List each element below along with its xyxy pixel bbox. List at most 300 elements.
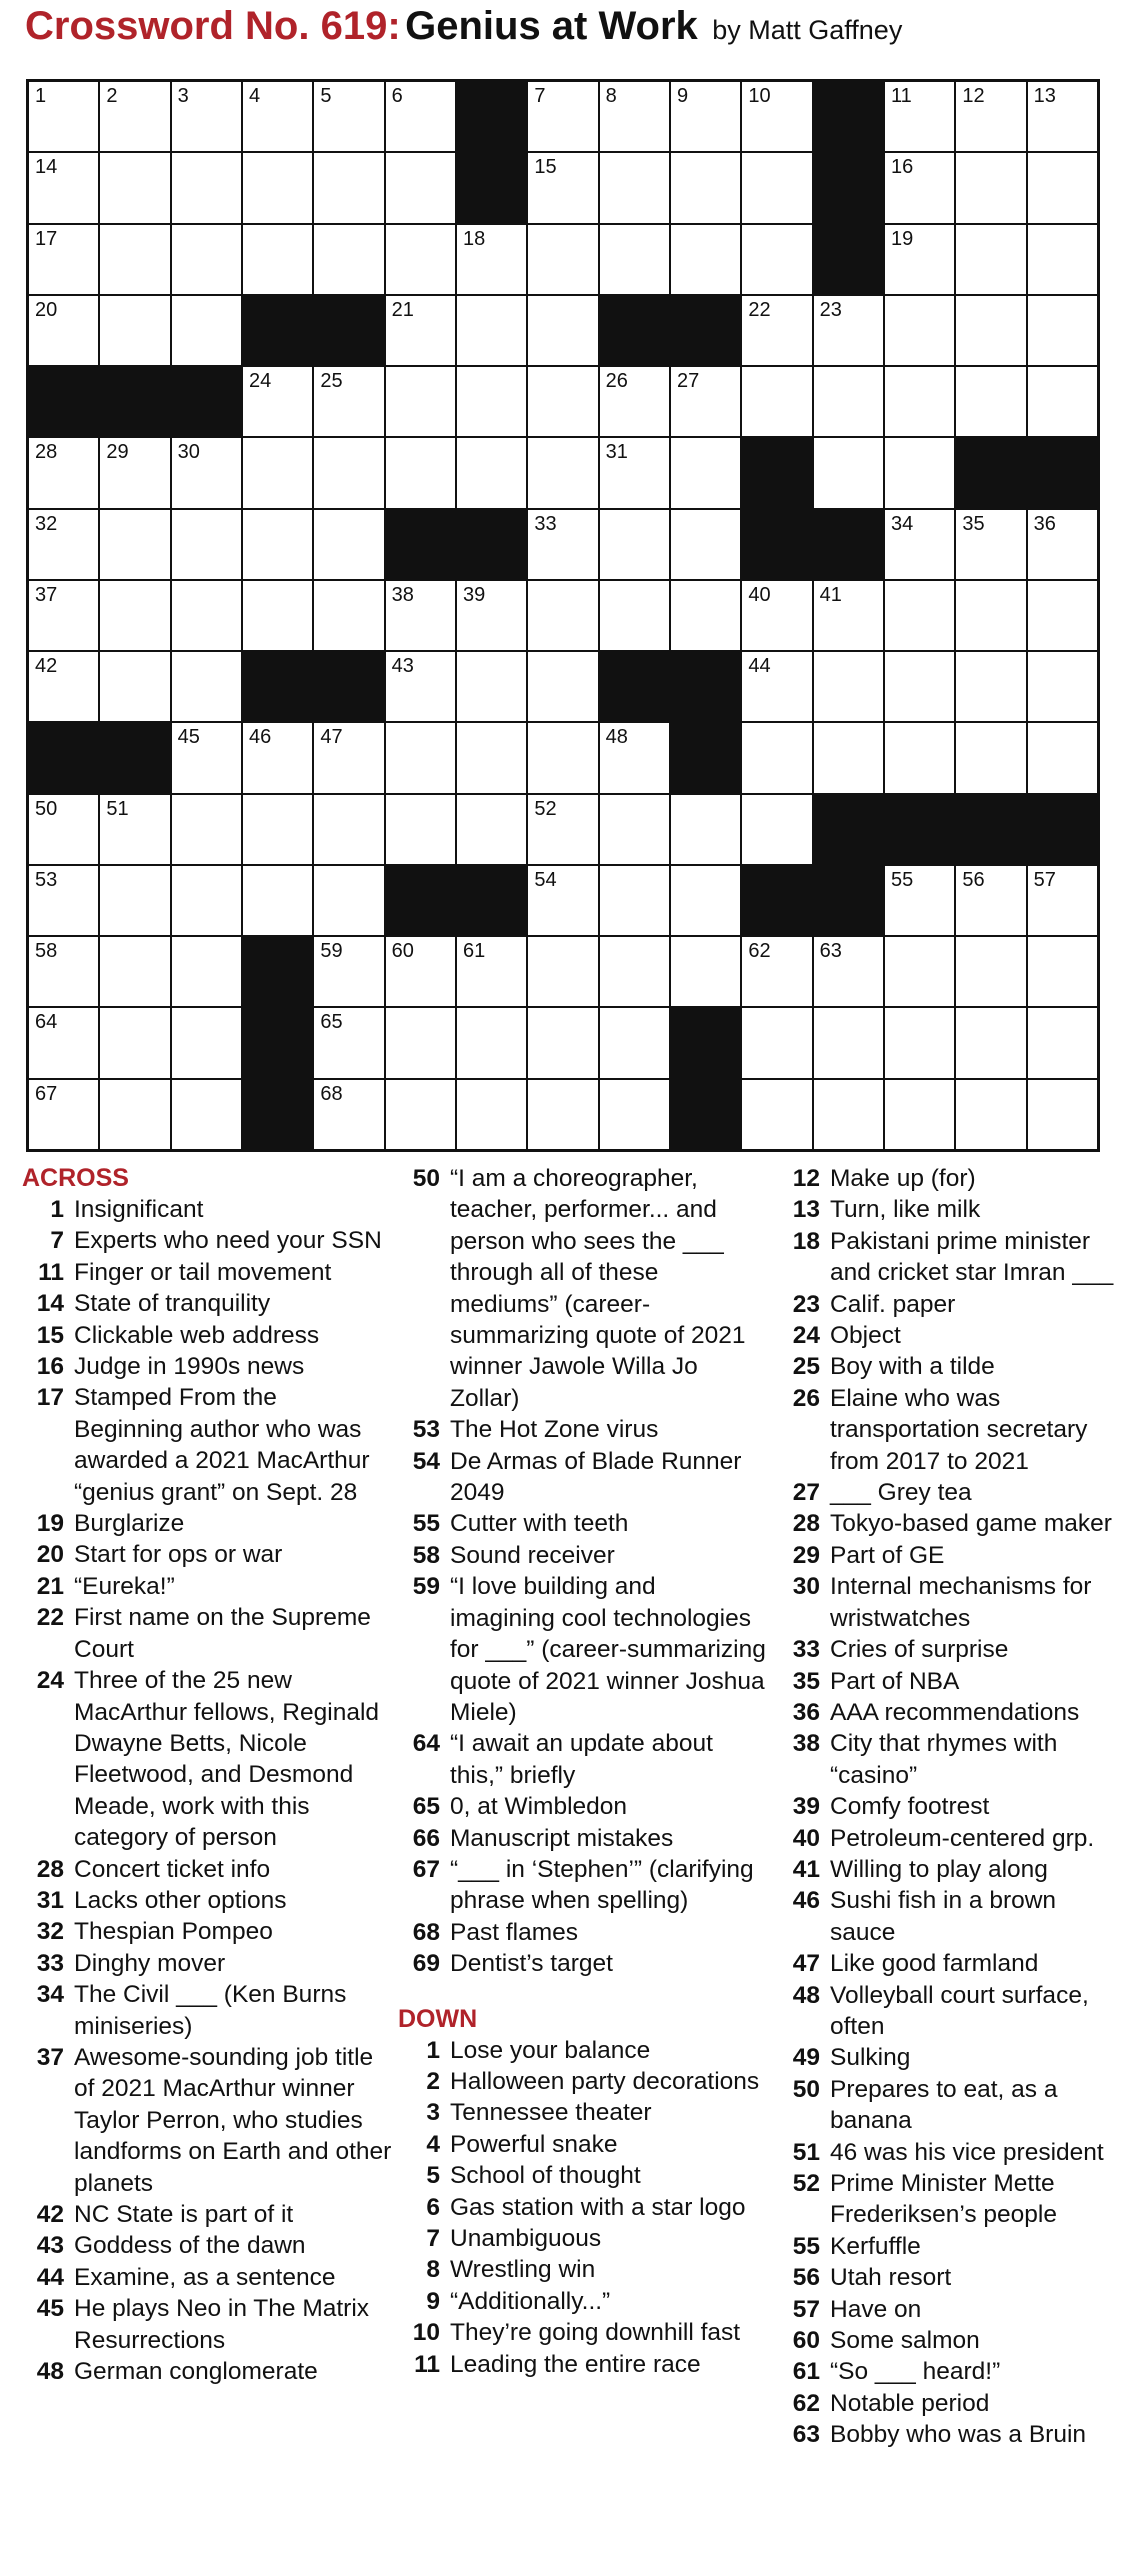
across-clue[interactable] — [398, 1728, 766, 1791]
grid-cell[interactable] — [100, 225, 169, 294]
grid-cell[interactable] — [528, 866, 597, 935]
grid-cell[interactable] — [172, 438, 241, 507]
grid-cell[interactable] — [885, 723, 954, 792]
clue-text: 46 was his vice president — [830, 2138, 1104, 2166]
grid-cell[interactable] — [386, 296, 455, 365]
across-clue[interactable] — [398, 1540, 766, 1571]
grid-cell[interactable] — [1028, 866, 1097, 935]
grid-cell[interactable] — [29, 866, 98, 935]
grid-cell[interactable] — [671, 510, 740, 579]
grid-cell[interactable] — [314, 866, 383, 935]
clue-text: Sulking — [830, 2044, 911, 2072]
clue-number: 6 — [426, 2193, 440, 2221]
across-clue[interactable] — [22, 1885, 392, 1916]
across-clue[interactable] — [22, 2262, 392, 2293]
down-clue[interactable] — [398, 2160, 766, 2191]
grid-cell[interactable] — [100, 652, 169, 721]
grid-cell[interactable] — [885, 1008, 954, 1077]
down-clue[interactable] — [778, 2356, 1118, 2387]
across-clue[interactable] — [22, 2356, 392, 2387]
grid-cell[interactable] — [671, 795, 740, 864]
grid-cell[interactable] — [1028, 367, 1097, 436]
grid-cell[interactable] — [885, 1080, 954, 1149]
grid-cell[interactable] — [243, 510, 312, 579]
down-clue[interactable] — [778, 1948, 1118, 1979]
across-clue[interactable] — [398, 1854, 766, 1917]
grid-cell[interactable] — [314, 225, 383, 294]
grid-cell[interactable] — [742, 367, 811, 436]
across-clue[interactable] — [22, 1194, 392, 1225]
clue-number: 66 — [412, 1824, 440, 1852]
grid-cell[interactable] — [386, 153, 455, 222]
across-clue[interactable] — [22, 2199, 392, 2230]
grid-cell[interactable] — [742, 296, 811, 365]
grid-cell[interactable] — [528, 652, 597, 721]
across-clue[interactable] — [22, 1320, 392, 1351]
grid-cell[interactable] — [742, 723, 811, 792]
grid-cell[interactable] — [600, 1008, 669, 1077]
grid-cell[interactable] — [956, 1008, 1025, 1077]
down-clue[interactable] — [398, 2192, 766, 2223]
grid-cell[interactable] — [600, 581, 669, 650]
grid-cell[interactable] — [956, 937, 1025, 1006]
grid-cell[interactable] — [814, 723, 883, 792]
grid-cell[interactable] — [528, 581, 597, 650]
down-clue[interactable] — [778, 1634, 1118, 1665]
grid-cell[interactable] — [956, 510, 1025, 579]
grid-cell[interactable] — [528, 296, 597, 365]
grid-cell[interactable] — [671, 153, 740, 222]
grid-cell[interactable] — [29, 296, 98, 365]
grid-cell[interactable] — [29, 795, 98, 864]
grid-cell[interactable] — [314, 367, 383, 436]
grid-cell[interactable] — [814, 1080, 883, 1149]
grid-cell[interactable] — [671, 866, 740, 935]
clue-number: 20 — [36, 1541, 64, 1569]
grid-cell[interactable] — [243, 225, 312, 294]
down-clue[interactable] — [778, 1383, 1118, 1477]
down-clue[interactable] — [398, 2286, 766, 2317]
clue-text: Make up (for) — [830, 1165, 976, 1192]
grid-cell[interactable] — [956, 866, 1025, 935]
grid-cell[interactable] — [29, 652, 98, 721]
grid-cell[interactable] — [600, 723, 669, 792]
across-clue[interactable] — [398, 1571, 766, 1728]
grid-cell[interactable] — [814, 367, 883, 436]
grid-cell[interactable] — [457, 1008, 526, 1077]
clue-number: 16 — [36, 1353, 64, 1381]
clue-number: 36 — [792, 1698, 820, 1726]
grid-cell[interactable] — [100, 1080, 169, 1149]
grid-cell[interactable] — [814, 652, 883, 721]
grid-cell[interactable] — [814, 581, 883, 650]
down-clue[interactable] — [778, 2325, 1118, 2356]
down-clue[interactable] — [778, 1980, 1118, 2043]
grid-cell[interactable] — [386, 82, 455, 151]
grid-cell[interactable] — [600, 1080, 669, 1149]
grid-cell[interactable] — [100, 82, 169, 151]
across-clue[interactable] — [398, 1917, 766, 1948]
grid-cell[interactable] — [956, 296, 1025, 365]
grid-cell[interactable] — [386, 795, 455, 864]
down-clue[interactable] — [778, 1163, 1118, 1194]
grid-cell[interactable] — [528, 1008, 597, 1077]
grid-cell[interactable] — [671, 937, 740, 1006]
across-clue[interactable] — [22, 1665, 392, 1853]
grid-cell[interactable] — [885, 652, 954, 721]
black-square — [172, 367, 241, 436]
across-clue[interactable] — [22, 2293, 392, 2356]
grid-cell[interactable] — [956, 367, 1025, 436]
grid-cell[interactable] — [885, 438, 954, 507]
across-clue[interactable] — [22, 1916, 392, 1947]
grid-cell[interactable] — [956, 652, 1025, 721]
grid-cell[interactable] — [528, 367, 597, 436]
grid-cell[interactable] — [172, 153, 241, 222]
down-clue[interactable] — [778, 2042, 1118, 2073]
across-clue[interactable] — [22, 1382, 392, 1508]
grid-cell[interactable] — [885, 82, 954, 151]
down-clue[interactable] — [398, 2349, 766, 2380]
across-clue[interactable] — [398, 1948, 766, 1979]
grid-cell[interactable] — [314, 438, 383, 507]
grid-cell[interactable] — [314, 581, 383, 650]
grid-cell[interactable] — [1028, 225, 1097, 294]
grid-cell[interactable] — [671, 581, 740, 650]
clue-number: 39 — [792, 1793, 820, 1821]
down-clue[interactable] — [778, 1226, 1118, 1289]
clue-text: Stamped From the Beginning author who was awarded a 2021 MacArthur “genius grant” on Sept. 28 — [74, 1384, 370, 1506]
grid-cell[interactable] — [457, 438, 526, 507]
down-clue[interactable] — [778, 1885, 1118, 1948]
grid-cell[interactable] — [386, 652, 455, 721]
grid-cell[interactable] — [956, 225, 1025, 294]
grid-cell[interactable] — [600, 937, 669, 1006]
grid-cell[interactable] — [100, 581, 169, 650]
across-clue[interactable] — [22, 1288, 392, 1319]
grid-cell[interactable] — [314, 153, 383, 222]
down-clue[interactable] — [778, 1508, 1118, 1539]
across-clue[interactable] — [22, 1948, 392, 1979]
grid-cell[interactable] — [314, 723, 383, 792]
down-clue[interactable] — [398, 2129, 766, 2160]
grid-cell[interactable] — [600, 866, 669, 935]
grid-cell[interactable] — [100, 937, 169, 1006]
grid-cell[interactable] — [956, 153, 1025, 222]
grid-cell[interactable] — [457, 225, 526, 294]
grid-cell[interactable] — [885, 510, 954, 579]
down-clue[interactable] — [778, 1666, 1118, 1697]
grid-cell[interactable] — [600, 225, 669, 294]
grid-cell[interactable] — [386, 1008, 455, 1077]
across-clue[interactable] — [398, 1163, 766, 1414]
down-clue[interactable] — [778, 2388, 1118, 2419]
grid-cell[interactable] — [1028, 581, 1097, 650]
grid-cell[interactable] — [742, 153, 811, 222]
across-clue[interactable] — [22, 1257, 392, 1288]
across-clue[interactable] — [398, 1414, 766, 1445]
cell-number: 21 — [391, 298, 414, 321]
grid-cell[interactable] — [29, 581, 98, 650]
grid-cell[interactable] — [956, 723, 1025, 792]
grid-cell[interactable] — [100, 296, 169, 365]
down-clue[interactable] — [778, 2231, 1118, 2262]
clue-number: 7 — [426, 2225, 440, 2252]
grid-cell[interactable] — [314, 1008, 383, 1077]
grid-cell[interactable] — [528, 225, 597, 294]
grid-cell[interactable] — [956, 581, 1025, 650]
across-clue[interactable] — [398, 1823, 766, 1854]
grid-cell[interactable] — [742, 581, 811, 650]
down-clue[interactable] — [398, 2066, 766, 2097]
grid-cell[interactable] — [528, 438, 597, 507]
grid-cell[interactable] — [172, 225, 241, 294]
cell-number: 31 — [605, 441, 628, 464]
clue-number: 28 — [792, 1510, 820, 1538]
cell-number: 64 — [35, 1011, 58, 1034]
grid-cell[interactable] — [29, 225, 98, 294]
down-clue[interactable] — [778, 2262, 1118, 2293]
grid-cell[interactable] — [528, 510, 597, 579]
grid-cell[interactable] — [885, 367, 954, 436]
grid-cell[interactable] — [457, 296, 526, 365]
grid-cell[interactable] — [1028, 82, 1097, 151]
grid-cell[interactable] — [172, 723, 241, 792]
down-clue[interactable] — [778, 2168, 1118, 2231]
down-clue[interactable] — [778, 1320, 1118, 1351]
down-clue[interactable] — [398, 2317, 766, 2348]
cell-number: 22 — [748, 298, 771, 321]
grid-cell[interactable] — [172, 296, 241, 365]
grid-cell[interactable] — [600, 510, 669, 579]
grid-cell[interactable] — [386, 438, 455, 507]
down-clue[interactable] — [778, 2074, 1118, 2137]
down-clue[interactable] — [778, 1823, 1118, 1854]
grid-cell[interactable] — [885, 937, 954, 1006]
grid-cell[interactable] — [885, 581, 954, 650]
across-clue[interactable] — [22, 1979, 392, 2042]
grid-cell[interactable] — [386, 581, 455, 650]
grid-cell[interactable] — [172, 82, 241, 151]
grid-cell[interactable] — [528, 82, 597, 151]
cell-number: 19 — [891, 227, 914, 250]
clue-number: 37 — [36, 2043, 64, 2071]
down-clue[interactable] — [778, 1289, 1118, 1320]
grid-cell[interactable] — [885, 225, 954, 294]
grid-cell[interactable] — [742, 82, 811, 151]
grid-cell[interactable] — [172, 937, 241, 1006]
across-clue[interactable] — [22, 1602, 392, 1665]
grid-cell[interactable] — [671, 225, 740, 294]
grid-cell[interactable] — [172, 510, 241, 579]
across-clue[interactable] — [398, 1791, 766, 1822]
grid-cell[interactable] — [100, 795, 169, 864]
grid-cell[interactable] — [243, 866, 312, 935]
grid-cell[interactable] — [600, 438, 669, 507]
grid-cell[interactable] — [172, 795, 241, 864]
grid-cell[interactable] — [386, 225, 455, 294]
grid-cell[interactable] — [814, 1008, 883, 1077]
grid-cell[interactable] — [314, 82, 383, 151]
grid-cell[interactable] — [29, 82, 98, 151]
grid-cell[interactable] — [814, 438, 883, 507]
black-square — [386, 866, 455, 935]
clue-number: 43 — [36, 2232, 64, 2260]
grid-cell[interactable] — [243, 723, 312, 792]
across-clue[interactable] — [22, 1539, 392, 1570]
grid-cell[interactable] — [528, 723, 597, 792]
grid-cell[interactable] — [29, 1008, 98, 1077]
black-square — [814, 866, 883, 935]
grid-cell[interactable] — [457, 795, 526, 864]
clue-text: De Armas of Blade Runner 2049 — [450, 1447, 742, 1507]
grid-cell[interactable] — [742, 1008, 811, 1077]
cell-number: 9 — [677, 85, 689, 107]
grid-cell[interactable] — [457, 723, 526, 792]
grid-cell[interactable] — [671, 438, 740, 507]
across-clue[interactable] — [22, 1351, 392, 1382]
clue-number: 19 — [36, 1510, 64, 1538]
down-clue[interactable] — [778, 2294, 1118, 2325]
grid-cell[interactable] — [386, 723, 455, 792]
grid-cell[interactable] — [172, 1008, 241, 1077]
grid-cell[interactable] — [100, 438, 169, 507]
grid-cell[interactable] — [243, 438, 312, 507]
grid-cell[interactable] — [600, 795, 669, 864]
grid-cell[interactable] — [100, 510, 169, 579]
grid-cell[interactable] — [885, 153, 954, 222]
across-clue[interactable] — [22, 1854, 392, 1885]
grid-cell[interactable] — [528, 153, 597, 222]
grid-cell[interactable] — [29, 438, 98, 507]
grid-cell[interactable] — [742, 1080, 811, 1149]
grid-cell[interactable] — [1028, 153, 1097, 222]
clue-text: Boy with a tilde — [830, 1353, 995, 1381]
grid-cell[interactable] — [29, 937, 98, 1006]
down-clue[interactable] — [398, 2223, 766, 2254]
grid-cell[interactable] — [885, 866, 954, 935]
grid-cell[interactable] — [528, 937, 597, 1006]
grid-cell[interactable] — [457, 367, 526, 436]
grid-cell[interactable] — [814, 296, 883, 365]
grid-cell[interactable] — [814, 937, 883, 1006]
cell-number: 34 — [891, 512, 914, 535]
grid-cell[interactable] — [1028, 296, 1097, 365]
across-clue[interactable] — [398, 1508, 766, 1539]
grid-cell[interactable] — [457, 937, 526, 1006]
grid-cell[interactable] — [1028, 510, 1097, 579]
down-clue[interactable] — [778, 1477, 1118, 1508]
grid-cell[interactable] — [386, 1080, 455, 1149]
grid-cell[interactable] — [885, 296, 954, 365]
across-clue[interactable] — [22, 1508, 392, 1539]
across-clue[interactable] — [22, 2042, 392, 2199]
down-clue[interactable] — [778, 1728, 1118, 1791]
down-clue[interactable] — [778, 1571, 1118, 1634]
cell-number: 41 — [819, 583, 842, 606]
grid-cell[interactable] — [386, 367, 455, 436]
across-clue[interactable] — [398, 1446, 766, 1509]
grid-cell[interactable] — [528, 795, 597, 864]
grid-cell[interactable] — [172, 581, 241, 650]
across-clue[interactable] — [22, 1571, 392, 1602]
clue-text: He plays Neo in The Matrix Resurrections — [74, 2295, 370, 2354]
grid-cell[interactable] — [386, 937, 455, 1006]
clue-text: Three of the 25 new MacArthur fellows, Reginald Dwayne Betts, Nicole Fleetwood, and Desmond Meade, work with this category of person — [74, 1667, 380, 1852]
grid-cell[interactable] — [671, 367, 740, 436]
down-clue[interactable] — [778, 1540, 1118, 1571]
down-clue[interactable] — [778, 1854, 1118, 1885]
grid-cell[interactable] — [100, 1008, 169, 1077]
grid-cell[interactable] — [742, 652, 811, 721]
grid-cell[interactable] — [956, 82, 1025, 151]
grid-cell[interactable] — [742, 225, 811, 294]
grid-cell[interactable] — [457, 652, 526, 721]
grid-cell[interactable] — [29, 153, 98, 222]
across-clue[interactable] — [22, 2230, 392, 2261]
grid-cell[interactable] — [600, 367, 669, 436]
grid-cell[interactable] — [243, 367, 312, 436]
grid-cell[interactable] — [172, 866, 241, 935]
grid-cell[interactable] — [243, 581, 312, 650]
grid-cell[interactable] — [243, 153, 312, 222]
grid-cell[interactable] — [314, 795, 383, 864]
grid-cell[interactable] — [172, 1080, 241, 1149]
grid-cell[interactable] — [600, 153, 669, 222]
grid-cell[interactable] — [742, 937, 811, 1006]
grid-cell[interactable] — [314, 1080, 383, 1149]
grid-cell[interactable] — [1028, 937, 1097, 1006]
clue-number: 48 — [792, 1981, 820, 2009]
grid-cell[interactable] — [29, 1080, 98, 1149]
clue-text: They’re going downhill fast — [450, 2319, 741, 2347]
grid-cell[interactable] — [1028, 1008, 1097, 1077]
grid-cell[interactable] — [1028, 723, 1097, 792]
clue-text: Judge in 1990s news — [74, 1353, 305, 1381]
down-clue[interactable] — [778, 1697, 1118, 1728]
grid-cell[interactable] — [1028, 652, 1097, 721]
down-clue[interactable] — [778, 1791, 1118, 1822]
grid-cell[interactable] — [457, 581, 526, 650]
cell-number: 29 — [106, 441, 129, 464]
cell-number: 25 — [320, 370, 343, 393]
across-clue[interactable] — [22, 1225, 392, 1256]
grid-cell[interactable] — [1028, 1080, 1097, 1149]
grid-cell[interactable] — [671, 82, 740, 151]
grid-cell[interactable] — [29, 510, 98, 579]
grid-cell[interactable] — [243, 82, 312, 151]
down-clue[interactable] — [778, 1351, 1118, 1382]
down-clue[interactable] — [398, 2097, 766, 2128]
grid-cell[interactable] — [457, 1080, 526, 1149]
grid-cell[interactable] — [100, 153, 169, 222]
grid-cell[interactable] — [956, 1080, 1025, 1149]
grid-cell[interactable] — [100, 866, 169, 935]
grid-cell[interactable] — [243, 795, 312, 864]
down-clue[interactable] — [778, 1194, 1118, 1225]
grid-cell[interactable] — [742, 795, 811, 864]
grid-cell[interactable] — [314, 510, 383, 579]
grid-cell[interactable] — [314, 937, 383, 1006]
down-clue[interactable] — [778, 2137, 1118, 2168]
down-clue[interactable] — [398, 2254, 766, 2285]
cell-number: 15 — [534, 156, 557, 179]
grid-cell[interactable] — [172, 652, 241, 721]
down-clue[interactable] — [778, 2419, 1118, 2450]
grid-cell[interactable] — [528, 1080, 597, 1149]
grid-cell[interactable] — [600, 82, 669, 151]
down-clue[interactable] — [398, 2035, 766, 2066]
